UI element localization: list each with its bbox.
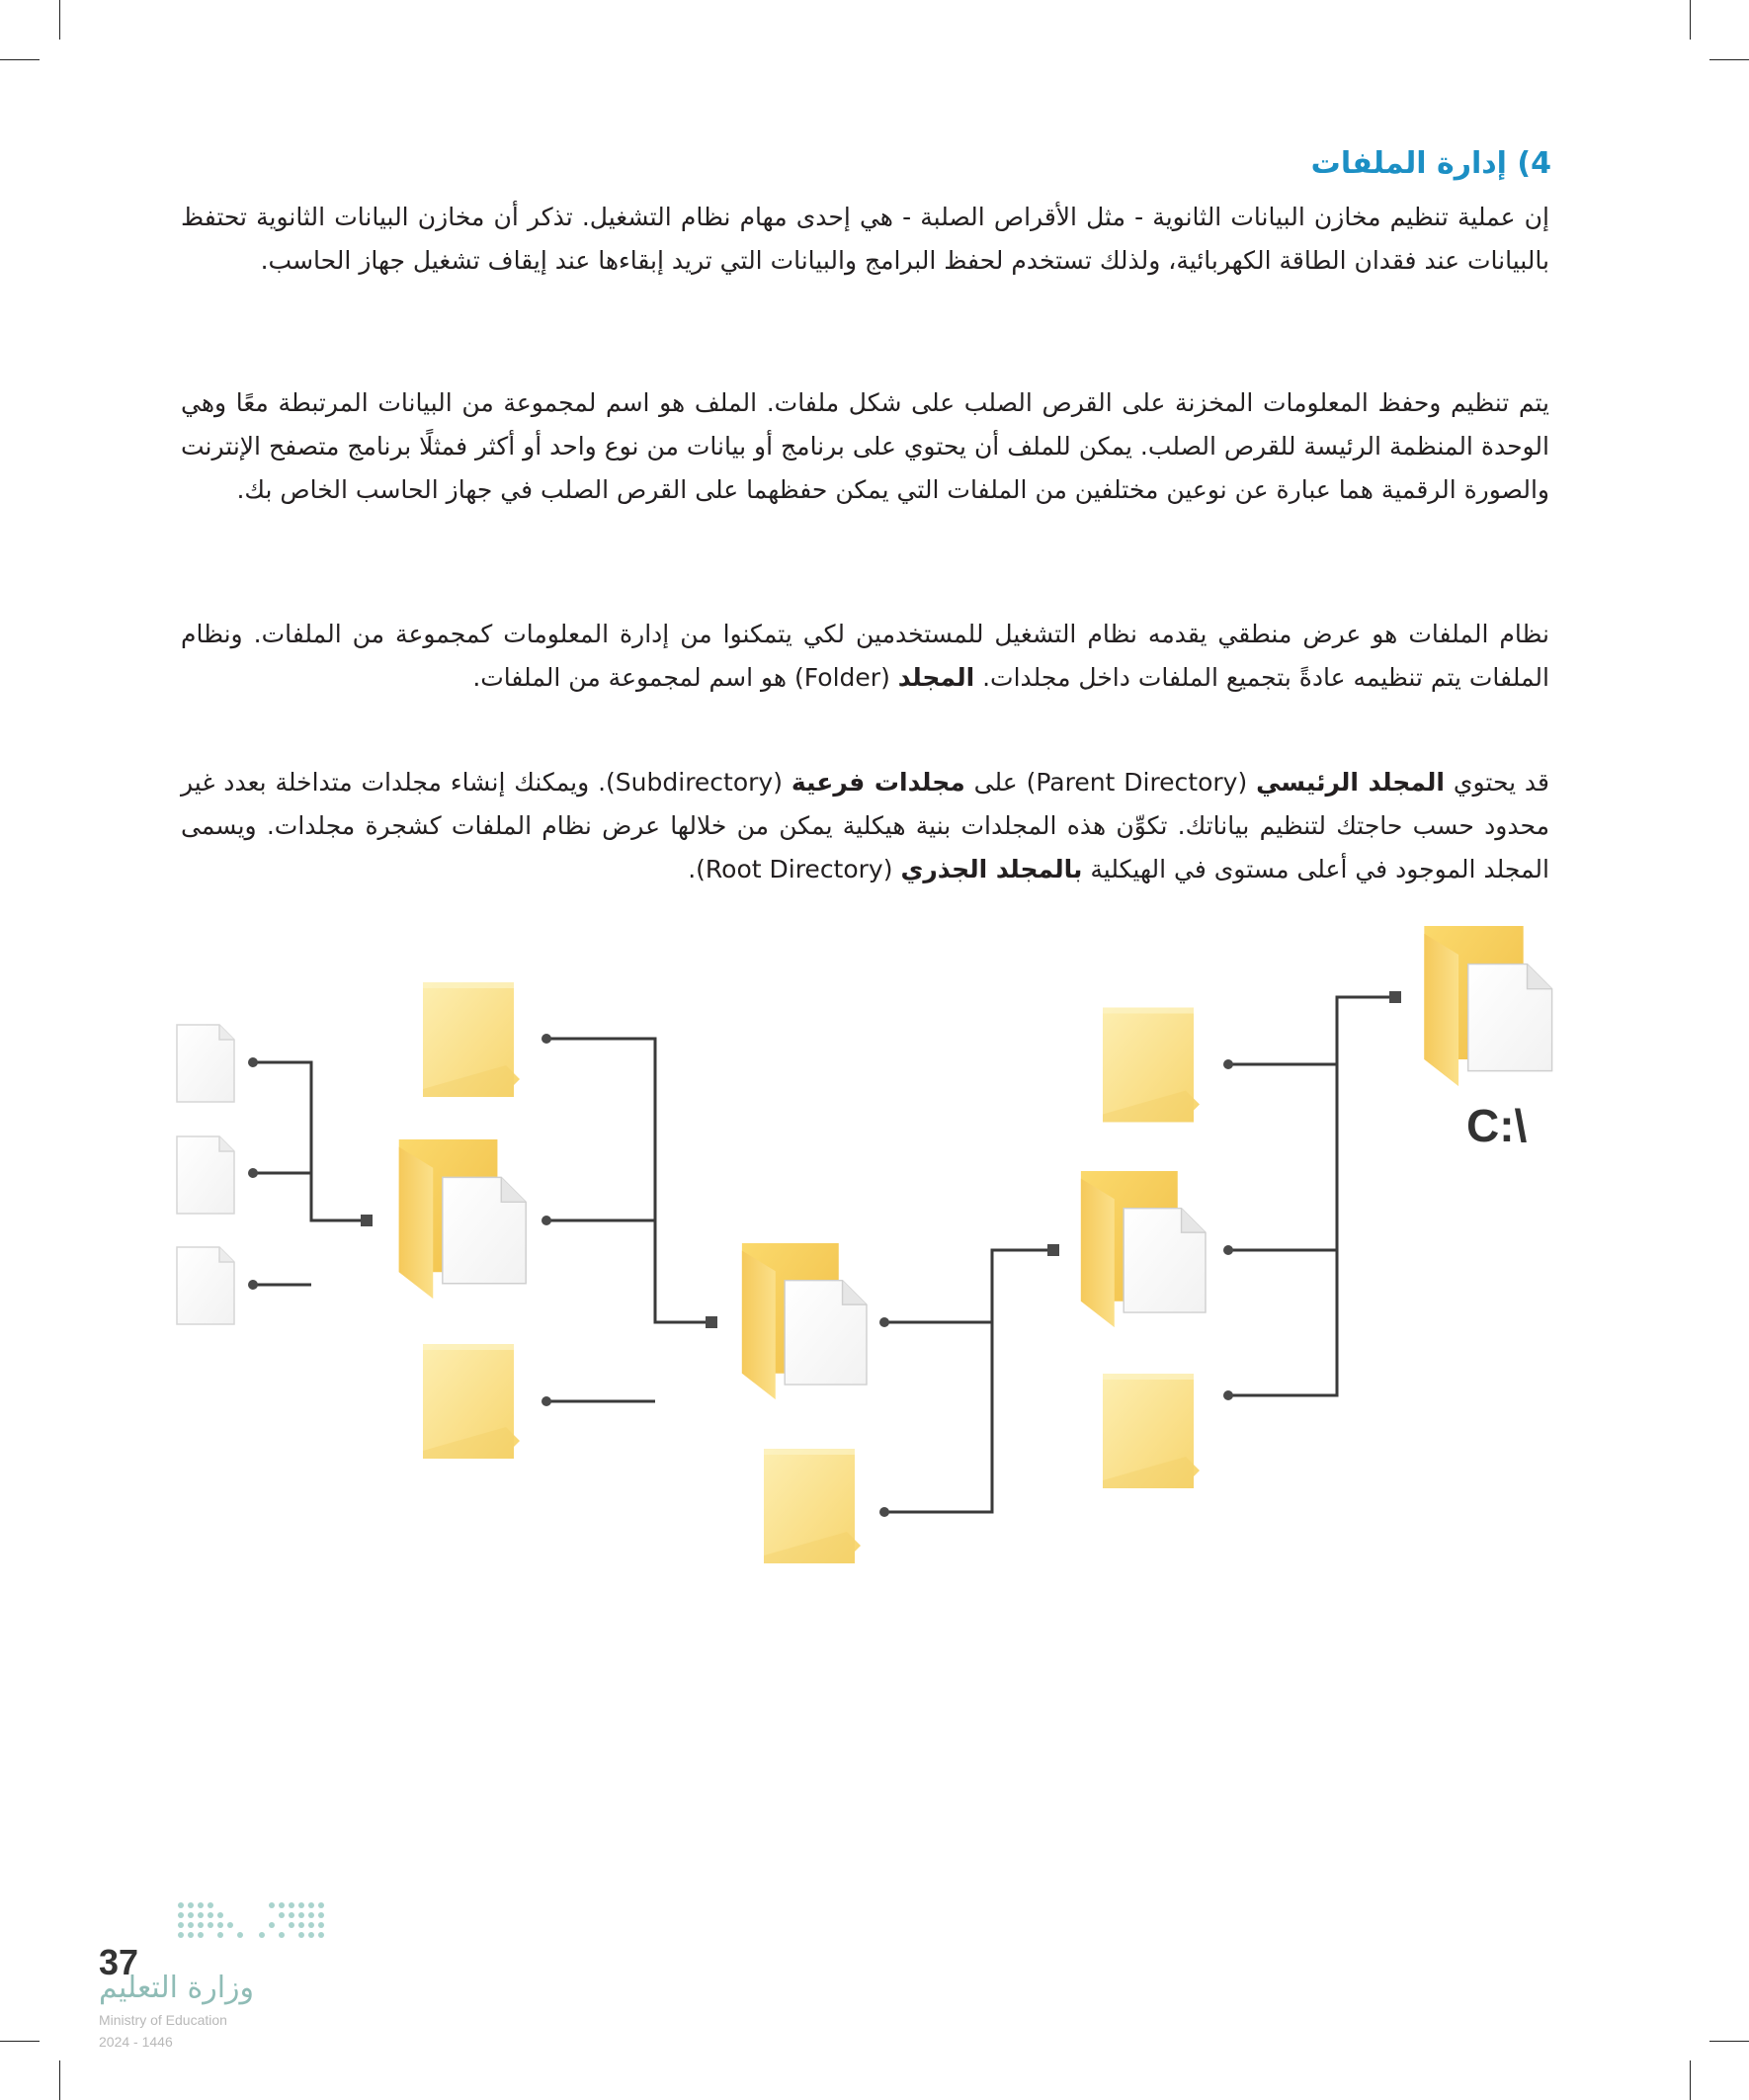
root-folder-icon xyxy=(1424,926,1551,1086)
term-folder: المجلد xyxy=(897,663,975,692)
term-parent-directory: المجلد الرئيسي xyxy=(1256,768,1446,797)
ministry-name-en: Ministry of Education xyxy=(99,2012,227,2028)
folder-icon xyxy=(399,1139,526,1299)
paragraph-text: قد يحتوي المجلد الرئيسي (Parent Directory) على مجلدات فرعية (Subdirectory). ويمكنك إنشاء مجلدات متداخلة بعدد غير محدود حسب حاجتك لتنظيم بياناتك. تكوِّن هذه المجلدات بنية هيكلية يمكن من خلالها عرض نظام الملفات كشجرة مجلدات. ويسمى المجلد الموجود في أعلى مستوى في الهيكلية بالمجلد الجذري (Root Directory). xyxy=(181,768,1550,883)
ministry-logo-dots-icon xyxy=(173,1899,326,1945)
paragraph-text: نظام الملفات هو عرض منطقي يقدمه نظام التشغيل للمستخدمين لكي يتمكنوا من إدارة المعلومات كمجموعة من الملفات. ونظام الملفات يتم تنظيمه عادةً بتجميع الملفات داخل مجلدات. المجلد (Folder) هو اسم لمجموعة من الملفات. xyxy=(181,620,1549,692)
folder-icon xyxy=(423,982,520,1097)
folder-icon xyxy=(1103,1008,1200,1123)
file-icon xyxy=(177,1136,234,1214)
root-drive-label: C:\ xyxy=(1466,1100,1528,1151)
folder-icon xyxy=(1081,1171,1206,1327)
page-number: 37 xyxy=(99,1942,139,1982)
footer-year: 2024 - 1446 xyxy=(99,2034,173,2050)
ministry-name-ar: وزارة التعليم xyxy=(99,1971,255,2005)
file-icon xyxy=(177,1025,234,1102)
crop-mark xyxy=(59,2060,60,2100)
crop-mark xyxy=(0,2041,40,2042)
file-icon xyxy=(177,1247,234,1324)
crop-mark xyxy=(1690,2060,1691,2100)
folder-icon xyxy=(764,1449,861,1563)
section-heading: 4) إدارة الملفات xyxy=(1310,146,1551,181)
paragraph-text: إن عملية تنظيم مخازن البيانات الثانوية - مثل الأقراص الصلبة - هي إحدى مهام نظام التشغيل. تذكر أن مخازن البيانات الثانوية تحتفظ بالبيانات عند فقدان الطاقة الكهربائية، ولذلك تستخدم لحفظ البرامج والبيانات التي تريد إبقاءها عند إيقاف تشغيل جهاز الحاسب. xyxy=(181,203,1549,275)
paragraph-text: يتم تنظيم وحفظ المعلومات المخزنة على القرص الصلب على شكل ملفات. الملف هو اسم لمجموعة من البيانات المرتبطة معًا وهي الوحدة المنظمة الرئيسة للقرص الصلب. يمكن للملف أن يحتوي على برنامج أو بيانات من نوع واحد أو أكثر فمثلًا برنامج متصفح الإنترنت والصورة الرقمية هما عبارة عن نوعين مختلفين من الملفات التي يمكن حفظهما على القرص الصلب في جهاز الحاسب الخاص بك. xyxy=(181,388,1549,504)
term-subdirectory: مجلدات فرعية xyxy=(791,768,965,797)
term-root-directory: بالمجلد الجذري xyxy=(900,855,1083,883)
folder-icon xyxy=(1103,1374,1200,1488)
folder-icon xyxy=(423,1344,520,1459)
folder-icon xyxy=(742,1243,867,1399)
crop-mark xyxy=(1709,2041,1749,2042)
